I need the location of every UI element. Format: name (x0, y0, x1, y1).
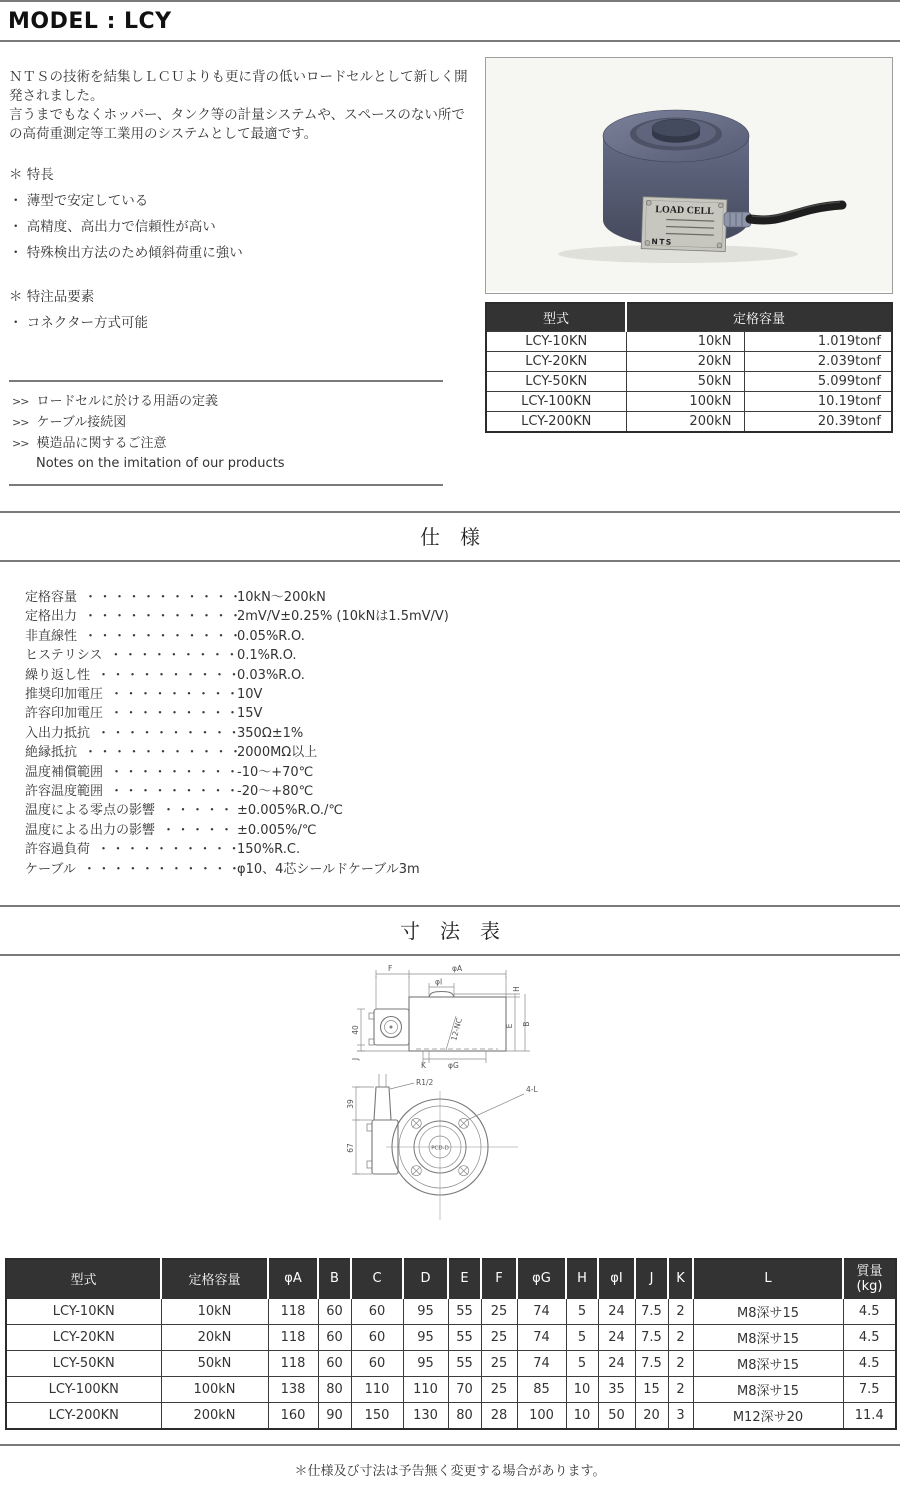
dimension-drawing-area (0, 956, 900, 1248)
cell: LCY-100KN (6, 1376, 161, 1402)
cell: 7.5 (843, 1376, 896, 1402)
column-header-mass (843, 1259, 896, 1298)
dim-label-pcd: PCD-D (431, 1145, 449, 1152)
cell: 200kN (161, 1402, 268, 1429)
dot-leader: ・・・・・・・・・ (110, 764, 241, 780)
dot-leader: ・・・・・・・・・・・ (84, 590, 244, 605)
spec-value: 15V (237, 706, 263, 722)
page-title: MODEL : LCY (8, 9, 172, 34)
dim-label-67: 67 (346, 1143, 355, 1153)
spec-label: 定格容量 (25, 590, 78, 605)
cell: 138 (268, 1376, 318, 1402)
spec-label: 許容温度範囲 (25, 784, 104, 800)
dim-label-e: E (505, 1023, 514, 1029)
dimension-row (6, 1298, 896, 1324)
spec-label: 温度補償範囲 (25, 764, 104, 780)
spec-value: -20～+80℃ (237, 784, 314, 800)
kn-cell: 20kN (626, 352, 744, 372)
product-column (485, 42, 895, 486)
spec-value: 10V (237, 687, 263, 703)
tonf-cell: 1.019tonf (744, 332, 892, 352)
cell: 95 (403, 1350, 448, 1376)
model-cell: LCY-10KN (486, 332, 626, 352)
cell: 100 (517, 1402, 566, 1429)
kn-cell: 100kN (626, 392, 744, 412)
model-cell: LCY-200KN (486, 412, 626, 433)
double-chevron-icon: >> (12, 395, 29, 408)
tonf-cell: 5.099tonf (744, 372, 892, 392)
capacity-row (486, 412, 892, 433)
cell: 80 (318, 1376, 351, 1402)
cell: 70 (448, 1376, 481, 1402)
cell: LCY-200KN (6, 1402, 161, 1429)
cell: 35 (598, 1376, 635, 1402)
product-photo-frame (485, 57, 893, 294)
features-block (9, 162, 477, 266)
spec-row (25, 782, 900, 801)
feature-item: ・ 特殊検出方法のため傾斜荷重に強い (9, 245, 243, 261)
spec-label: ヒステリシス (25, 648, 103, 664)
column-header-capacity: 定格容量 (626, 303, 892, 332)
spec-value: 0.1%R.O. (237, 648, 297, 664)
cell: 2 (668, 1298, 693, 1324)
spec-row (25, 840, 900, 859)
cell: 20kN (161, 1324, 268, 1350)
spec-row (25, 763, 900, 782)
capacity-row (486, 332, 892, 352)
spec-row (25, 704, 900, 723)
column-header-model: 型式 (6, 1259, 161, 1298)
link-label: ロードセルに於ける用語の定義 (36, 394, 219, 409)
spec-row (25, 666, 900, 685)
column-header-capacity: 定格容量 (161, 1259, 268, 1298)
nameplate-title: LOAD CELL (655, 204, 715, 218)
cell: 118 (268, 1350, 318, 1376)
model-cell: LCY-20KN (486, 352, 626, 372)
cell: 28 (481, 1402, 517, 1429)
spec-value: 10kN～200kN (237, 590, 326, 605)
cell: 25 (481, 1350, 517, 1376)
cell: 15 (635, 1376, 668, 1402)
spec-label: 入出力抵抗 (25, 725, 91, 741)
dim-label-k: K (421, 1061, 426, 1071)
cell: 7.5 (635, 1350, 668, 1376)
spec-row (25, 607, 900, 626)
cell: 85 (517, 1376, 566, 1402)
dim-label-4-l: 4-L (526, 1085, 538, 1095)
link-imitation-notice[interactable] (12, 433, 443, 454)
kn-cell: 10kN (626, 332, 744, 352)
cell: 55 (448, 1350, 481, 1376)
spec-row (25, 821, 900, 840)
spec-value: φ10、4芯シールドケーブル3m (237, 861, 420, 877)
spec-list (25, 588, 900, 879)
custom-options-block (9, 284, 477, 336)
specs-section-heading: 仕 様 (0, 511, 900, 562)
tonf-cell: 2.039tonf (744, 352, 892, 372)
dimension-header-row (6, 1259, 896, 1298)
cell: 25 (481, 1324, 517, 1350)
spec-row (25, 801, 900, 820)
dot-leader: ・・・・・ (162, 822, 235, 838)
spec-label: 定格出力 (25, 609, 78, 625)
spec-row (25, 860, 900, 879)
cell: LCY-10KN (6, 1298, 161, 1324)
cell: 160 (268, 1402, 318, 1429)
product-photo (486, 58, 892, 291)
cell: 20 (635, 1402, 668, 1429)
column-header-f: F (481, 1259, 517, 1298)
cell: 50kN (161, 1350, 268, 1376)
link-label: ケーブル接続図 (36, 415, 127, 430)
feature-item: ・ 高精度、高出力で信頼性が高い (9, 219, 216, 235)
spec-value: ±0.005%R.O./℃ (237, 803, 343, 819)
cell: LCY-50KN (6, 1350, 161, 1376)
cell: 24 (598, 1324, 635, 1350)
model-cell: LCY-50KN (486, 372, 626, 392)
cell: M8深サ15 (693, 1324, 843, 1350)
nameplate (641, 197, 727, 252)
column-header-e: E (448, 1259, 481, 1298)
cell: 2 (668, 1324, 693, 1350)
column-header-h: H (566, 1259, 598, 1298)
cell: 10 (566, 1376, 598, 1402)
cell: 24 (598, 1298, 635, 1324)
capacity-row (486, 392, 892, 412)
dimension-drawing (328, 958, 628, 1246)
capacity-header-row (486, 303, 892, 332)
cell: 60 (351, 1298, 403, 1324)
cell: 50 (598, 1402, 635, 1429)
spec-label: 許容印加電圧 (25, 706, 104, 722)
mass-header-line1: 質量 (856, 1263, 883, 1279)
footer-note: ＊仕様及び寸法は予告無く変更する場合があります。 (0, 1444, 900, 1489)
cell: 55 (448, 1298, 481, 1324)
capacity-row (486, 372, 892, 392)
column-header-c: C (351, 1259, 403, 1298)
cell: 24 (598, 1350, 635, 1376)
spec-value: 2000MΩ以上 (237, 745, 318, 761)
kn-cell: 50kN (626, 372, 744, 392)
cell: 90 (318, 1402, 351, 1429)
spec-label: 温度による零点の影響 (25, 803, 156, 819)
link-label: 模造品に関するご注意 (36, 436, 167, 451)
dot-leader: ・・・・・・・・・・・ (82, 861, 243, 877)
spec-row (25, 646, 900, 665)
dot-leader: ・・・・・・・・・・ (97, 842, 243, 858)
dim-label-39: 39 (346, 1099, 355, 1109)
dim-label-b: B (522, 1021, 531, 1027)
link-cable-connection[interactable] (12, 412, 443, 433)
column-header-model: 型式 (486, 303, 626, 332)
cell: 5 (566, 1324, 598, 1350)
drawing-labels (346, 964, 538, 1153)
dim-label-phi-g: φG (448, 1061, 459, 1071)
dot-leader: ・・・・・・・・・・ (97, 667, 243, 683)
intro-text (9, 68, 477, 144)
dot-leader: ・・・・・・・・・・・ (84, 609, 244, 625)
link-terms-definition[interactable] (12, 391, 443, 412)
cell: 80 (448, 1402, 481, 1429)
features-heading: ＊ 特長 (9, 167, 54, 183)
spec-label: 推奨印加電圧 (25, 687, 104, 703)
intro-paragraph-1: ＮＴＳの技術を結集しＬＣＵよりも更に背の低いロードセルとして新しく開発されました。 (9, 69, 468, 104)
cell: 60 (318, 1298, 351, 1324)
cell: 60 (351, 1350, 403, 1376)
column-header-k: K (668, 1259, 693, 1298)
cell: 2 (668, 1350, 693, 1376)
top-section (0, 42, 900, 486)
cell: 118 (268, 1324, 318, 1350)
dim-label-f: F (388, 964, 393, 974)
cell: 95 (403, 1324, 448, 1350)
cell: 118 (268, 1298, 318, 1324)
dot-leader: ・・・・・・・・・ (109, 648, 240, 664)
dot-leader: ・・・・・・・・・・ (97, 725, 243, 741)
cell: 110 (403, 1376, 448, 1402)
dim-label-thread: 12-NC (449, 1017, 464, 1042)
dot-leader: ・・・・・・・・・・・ (84, 628, 244, 644)
cell: 55 (448, 1324, 481, 1350)
link-imitation-notice-en: Notes on the imitation of our products (36, 456, 285, 471)
nameplate-brand: NTS (651, 236, 673, 247)
custom-options-heading: ＊ 特注品要素 (9, 289, 95, 305)
spec-row (25, 685, 900, 704)
cell: 4.5 (843, 1350, 896, 1376)
cell: 60 (351, 1324, 403, 1350)
cell: 25 (481, 1298, 517, 1324)
dim-label-40: 40 (351, 1025, 360, 1035)
column-header-phi-g: φG (517, 1259, 566, 1298)
dim-label-j: J (351, 1057, 360, 1061)
cell: 100kN (161, 1376, 268, 1402)
side-view (357, 970, 530, 1063)
spec-label: 絶縁抵抗 (25, 745, 78, 761)
cell: M8深サ15 (693, 1298, 843, 1324)
spec-label: 繰り返し性 (25, 667, 91, 683)
cell: 4.5 (843, 1298, 896, 1324)
spec-value: 150%R.C. (237, 842, 301, 858)
double-chevron-icon: >> (12, 437, 29, 450)
cell: 10 (566, 1402, 598, 1429)
dot-leader: ・・・・・・・・・・・ (84, 745, 244, 761)
dimension-table (5, 1258, 897, 1430)
cell: 60 (318, 1350, 351, 1376)
feature-item: ・ 薄型で安定している (9, 193, 149, 209)
dim-label-h: H (512, 986, 521, 992)
dimension-row (6, 1376, 896, 1402)
dimension-row (6, 1324, 896, 1350)
column-header-b: B (318, 1259, 351, 1298)
dim-label-phi-i: φI (435, 977, 443, 987)
spec-row (25, 724, 900, 743)
spec-label: 非直線性 (25, 628, 78, 644)
mass-header-line2: (kg) (856, 1278, 883, 1294)
cell: 60 (318, 1324, 351, 1350)
spec-value: ±0.005%/℃ (237, 822, 317, 838)
spec-label: 温度による出力の影響 (25, 822, 156, 838)
cell: 5 (566, 1350, 598, 1376)
cell: 74 (517, 1324, 566, 1350)
column-header-l: L (693, 1259, 843, 1298)
spec-value: 0.05%R.O. (237, 628, 305, 644)
dot-leader: ・・・・・・・・・ (110, 687, 241, 703)
cell: 2 (668, 1376, 693, 1402)
spec-row (25, 588, 900, 607)
dot-leader: ・・・・・・・・・ (110, 784, 241, 800)
capacity-row (486, 352, 892, 372)
cell: 74 (517, 1350, 566, 1376)
spec-value: 2mV/V±0.25% (10kNは1.5mV/V) (237, 609, 449, 625)
spec-row (25, 627, 900, 646)
model-cell: LCY-100KN (486, 392, 626, 412)
intro-column (5, 42, 477, 486)
custom-option-item: ・ コネクター方式可能 (9, 315, 149, 331)
cell: 4.5 (843, 1324, 896, 1350)
cell: 74 (517, 1298, 566, 1324)
column-header-j: J (635, 1259, 668, 1298)
cell: 7.5 (635, 1324, 668, 1350)
dim-label-r-half: R1/2 (416, 1078, 434, 1088)
cell: M8深サ15 (693, 1376, 843, 1402)
cell: 110 (351, 1376, 403, 1402)
dim-label-phi-a: φA (452, 964, 463, 974)
cell: 95 (403, 1298, 448, 1324)
spec-value: 0.03%R.O. (237, 667, 305, 683)
column-header-phi-i: φI (598, 1259, 635, 1298)
cell: 150 (351, 1402, 403, 1429)
cell: 25 (481, 1376, 517, 1402)
dimension-row (6, 1402, 896, 1429)
intro-paragraph-2: 言うまでもなくホッパー、タンク等の計量システムや、スペースのない所での高荷重測定等工業用のシステムとして最適です。 (9, 107, 465, 142)
column-header-phi-a: φA (268, 1259, 318, 1298)
spec-label: ケーブル (25, 861, 76, 877)
capacity-table (485, 302, 893, 433)
tonf-cell: 20.39tonf (744, 412, 892, 433)
spec-value: 350Ω±1% (237, 725, 304, 741)
spec-label: 許容過負荷 (25, 842, 91, 858)
spec-value: -10～+70℃ (237, 764, 314, 780)
cell: 7.5 (635, 1298, 668, 1324)
cell: 11.4 (843, 1402, 896, 1429)
cell: 3 (668, 1402, 693, 1429)
column-header-d: D (403, 1259, 448, 1298)
double-chevron-icon: >> (12, 416, 29, 429)
cell: 10kN (161, 1298, 268, 1324)
spec-row (25, 743, 900, 762)
dot-leader: ・・・・・ (162, 803, 235, 819)
tonf-cell: 10.19tonf (744, 392, 892, 412)
cell: LCY-20KN (6, 1324, 161, 1350)
cell: 130 (403, 1402, 448, 1429)
cell: M8深サ15 (693, 1350, 843, 1376)
dimensions-section-heading: 寸 法 表 (0, 905, 900, 956)
related-links-box (9, 380, 443, 486)
dimension-row (6, 1350, 896, 1376)
cell: M12深サ20 (693, 1402, 843, 1429)
dot-leader: ・・・・・・・・・ (110, 706, 241, 722)
cell: 5 (566, 1298, 598, 1324)
kn-cell: 200kN (626, 412, 744, 433)
